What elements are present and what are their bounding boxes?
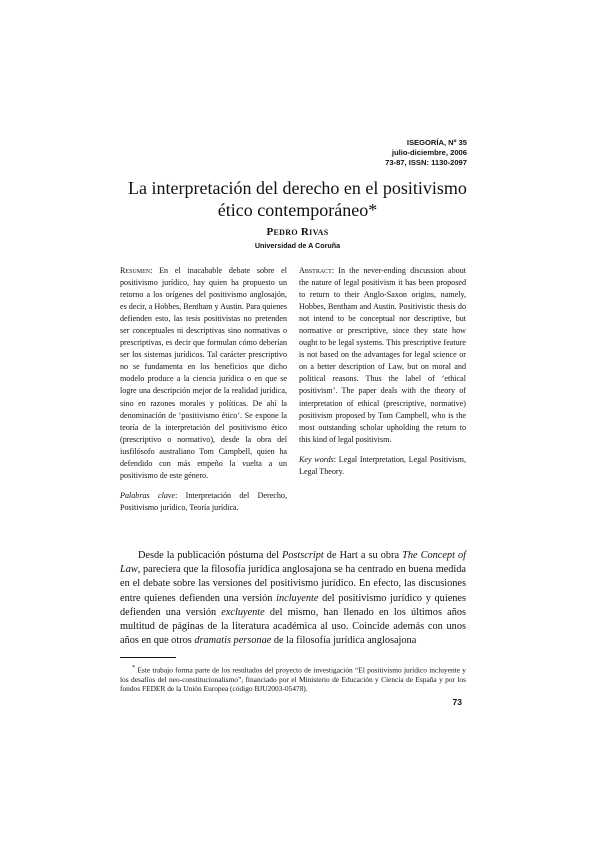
palabras-clave [120,490,287,514]
resumen-paragraph [120,265,287,482]
body-segment: de la filosofía jurídica anglosajona [271,635,417,647]
body-paragraph [120,549,466,648]
pages-issn: 73-87, ISSN: 1130-2097 [385,158,467,167]
key-words [299,454,466,478]
abstract-label: Abstract [299,266,332,275]
body-text [120,549,466,648]
resumen-column [120,265,287,514]
article-title [0,177,595,221]
footnote-text: Este trabajo forma parte de los resultados del proyecto de investigación “El positivismo jurídico incluyente y los desafíos del neo-constitucionalismo”, financiado por el Ministerio de Educación y Ciencia de España y por los fondos FEDER de la Unión Europea (código BJU2003-05478). [120,665,466,694]
book-title: The Concept of Law [120,550,467,576]
abstract-column [299,265,466,478]
palabras-clave-text: : Interpretación del Derecho, Positivismo jurídico, Teoría jurídica. [120,490,287,512]
footnote-mark: * [132,665,136,671]
resumen-label: Resumen [120,266,151,275]
page-number: 73 [452,697,462,707]
postscript-title: Postscript [281,550,324,561]
key-words-text: : Legal Interpretation, Legal Positivism, Legal Theory. [299,454,467,476]
author-affiliation: Universidad de A Coruña [254,241,341,250]
palabras-clave-label: Palabras clave [120,490,176,500]
key-words-label: Key words [299,454,334,464]
abstract-text: : In the never-ending discussion about the nature of legal positivism it has been proposed to return to their Anglo-Saxon origins, namely, Hobbes, Bentham and Austin. Positivistic thesis do not intend to be conceptual nor descriptive, but normative or prescriptive, since they state how ought to be legal systems. This prescriptive feature is not based on the advantages for legal science or on a better description of Law, but on moral and political reasons. Thus the label of ‘ethical positivism’. The paper deals with the theory of interpretation of ethical (prescriptive, normative) positivism proposed by Tom Campbell, who is the most outstanding scholar upholding the return to this kind of legal positivism. [299,266,466,444]
footnote [120,664,466,694]
title-line-2: ético contemporáneo* [217,200,378,220]
body-segment: Desde la publicación póstuma del [138,550,282,561]
journal-name: ISEGORÍA, Nº 35 [406,138,467,147]
resumen-text: : En el inacabable debate sobre el positivismo jurídico, hay quien ha propuesto un retorno a los orígenes del positivismo anglosajón, es decir, a Hobbes, Bentham y Austin. Para quienes defienden esto, las tesis positivistas no pretenden ser conceptuales ni descriptivas sino normativas o prescriptivas, es decir que formulan cómo deberían ser los sistemas jurídicos. Tal carácter prescriptivo no se fundamenta en los beneficios que dicho modelo produce a la ciencia jurídica o en que se logre una descripción mejor de la realidad jurídica, sino en razones morales y políticas. De ahí la denominación de ‘positivismo ético’. Se expone la teoría de la interpretación del positivismo ético (prescriptivo o normativo), desde la obra del iusfilósofo australiano Tom Campbell, quien ha defendido con más empeño la vuelta a un positivismo de este género. [120,266,287,480]
emphasis-incluyente: incluyente [276,592,319,604]
body-segment: , pareciera que la filosofía jurídica anglosajona se ha centrado en buena medida en el debate sobre las versiones del positivismo jurídico. En efecto, las discusiones entre quienes defienden una versión [120,564,466,604]
journal-header [385,138,467,168]
author-name: Pedro Rivas [266,226,329,238]
body-segment: del mismo, han llenado en los últimos años multitud de páginas de la literatura académica al uso. Coincide además con unos años en que otros [120,606,466,647]
abstract-paragraph [299,265,466,446]
issue-date: julio-diciembre, 2006 [391,148,467,157]
body-segment: del positivismo jurídico y quienes defienden una versión [120,592,466,618]
emphasis-dramatis: dramatis personae [194,635,272,647]
title-line-1: La interpretación del derecho en el positivismo [128,178,467,198]
footnote-divider [120,657,176,658]
body-segment: de Hart a su obra [323,550,403,561]
footnote-paragraph [120,664,466,694]
emphasis-excluyente: excluyente [221,606,265,618]
